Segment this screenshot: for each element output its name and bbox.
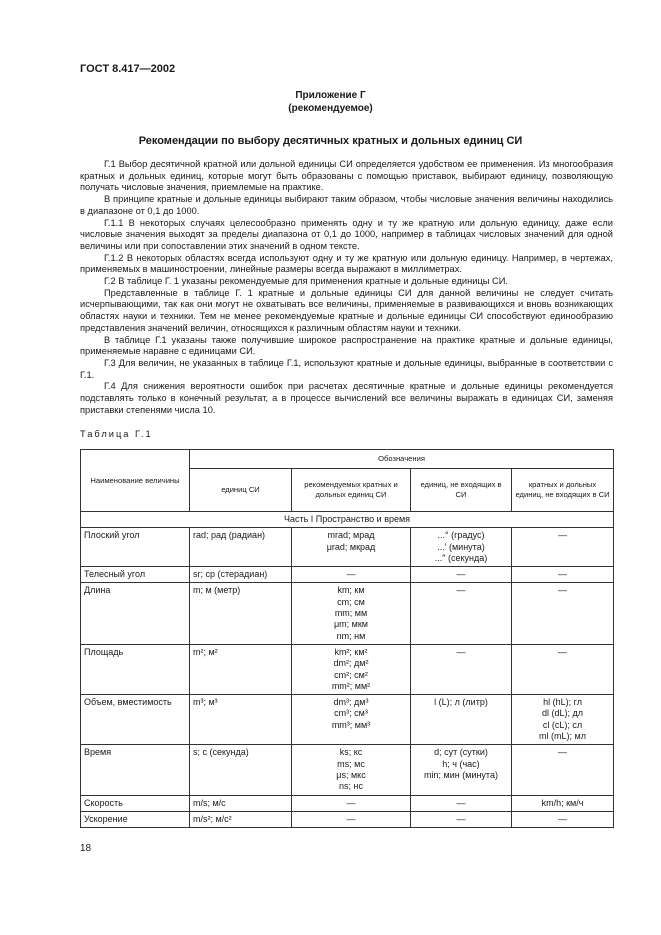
- cell-line: —: [558, 747, 568, 758]
- cell-line: mm; мм: [334, 608, 368, 619]
- appendix-status: (рекомендуемое): [288, 103, 373, 114]
- cell-line: dl (dL); дл: [542, 708, 584, 719]
- paragraph: Г.2 В таблице Г. 1 указаны рекомендуемые для применения кратные и дольные единицы СИ.: [104, 276, 509, 287]
- cell-line: —: [346, 797, 356, 808]
- cell-recommended: [292, 745, 411, 795]
- cell-line: ks; кс: [339, 747, 363, 758]
- cell-nonsi-multiples: [512, 528, 614, 567]
- table-row: [81, 795, 614, 811]
- cell-line: nm; нм: [336, 630, 366, 641]
- cell-si-unit: m²; м²: [190, 644, 292, 694]
- cell-quantity-name: Ускорение: [81, 811, 190, 827]
- cell-nonsi: [411, 583, 512, 644]
- cell-line: km²; км²: [334, 646, 368, 657]
- table-row: [81, 811, 614, 827]
- cell-recommended: [292, 583, 411, 644]
- cell-nonsi-multiples: [512, 811, 614, 827]
- cell-recommended: [292, 644, 411, 694]
- cell-nonsi: [411, 644, 512, 694]
- cell-line: km/h; км/ч: [541, 797, 584, 808]
- cell-quantity-name: Время: [81, 745, 190, 795]
- cell-line: ...° (градус): [437, 530, 485, 541]
- cell-nonsi: [411, 795, 512, 811]
- cell-line: —: [456, 569, 466, 580]
- cell-line: cm³; см³: [334, 708, 368, 719]
- cell-line: —: [558, 646, 568, 657]
- cell-quantity-name: Объем, вместимость: [81, 695, 190, 745]
- cell-line: —: [558, 585, 568, 596]
- cell-line: μrad; мкрад: [326, 541, 376, 552]
- paragraph: Г.1.1 В некоторых случаях целесообразно применять одну и ту же кратную или дольную единицу, даже если числовые значения выходят за пределы диапазона от 0,1 до 1000, например в таблицах числовых значений для одной величины или при сопоставлении этих значений в одном тексте.: [80, 217, 613, 251]
- paragraph: Г.1 Выбор десятичной кратной или дольной единицы СИ определяется удобством ее применения. Из многообразия кратных и дольных единиц, которые могут быть образованы с помощью приставок, выбирают единицу, позволяющую получать числовые значения, приемлемые на практике.: [80, 159, 613, 193]
- cell-line: d; сут (сутки): [434, 747, 488, 758]
- cell-recommended: [292, 811, 411, 827]
- page-number: 18: [80, 843, 92, 854]
- cell-si-unit: m/s²; м/с²: [190, 811, 292, 827]
- cell-recommended: [292, 528, 411, 567]
- cell-quantity-name: Скорость: [81, 795, 190, 811]
- cell-nonsi-multiples: [512, 644, 614, 694]
- cell-nonsi-multiples: [512, 795, 614, 811]
- paragraph: В таблице Г.1 указаны также получившие широкое распространение на практике кратные и дольные единицы, применяемые наравне с единицами СИ.: [80, 334, 613, 357]
- cell-line: μs; мкс: [336, 769, 366, 780]
- cell-si-unit: sr; ср (стерадиан): [190, 567, 292, 583]
- paragraph: Г.4 Для снижения вероятности ошибок при расчетах десятичные кратные и дольные единицы рекомендуется подставлять только в конечный результат, а в процессе вычислений все величины выражать в единицах СИ, заменяя приставки степенями числа 10.: [80, 381, 613, 415]
- cell-si-unit: m³; м³: [190, 695, 292, 745]
- cell-nonsi: [411, 745, 512, 795]
- cell-nonsi: [411, 567, 512, 583]
- cell-nonsi-multiples: [512, 583, 614, 644]
- cell-line: mm²; мм²: [331, 680, 371, 691]
- table-row: [81, 695, 614, 745]
- cell-line: —: [456, 646, 466, 657]
- table-row: [81, 583, 614, 644]
- cell-si-unit: s; с (секунда): [190, 745, 292, 795]
- cell-nonsi: [411, 695, 512, 745]
- cell-nonsi: [411, 811, 512, 827]
- cell-line: —: [456, 585, 466, 596]
- header-name: Наименование величины: [81, 450, 190, 512]
- table-row: [81, 745, 614, 795]
- paragraph: Г.3 Для величин, не указанных в таблице Г.1, используют кратные и дольные единицы, выбранные в соответствии с Г.1.: [80, 357, 613, 380]
- header-group: Обозначения: [190, 450, 614, 469]
- units-table: [80, 449, 614, 828]
- table-part-header: Часть I Пространство и время: [81, 512, 614, 528]
- cell-line: dm³; дм³: [333, 697, 369, 708]
- cell-line: km; км: [337, 585, 365, 596]
- cell-si-unit: rad; рад (радиан): [190, 528, 292, 567]
- header-recommended: рекомендуемых кратных и дольных единиц СИ: [292, 469, 411, 512]
- cell-nonsi-multiples: [512, 695, 614, 745]
- cell-line: —: [456, 813, 466, 824]
- cell-line: —: [558, 813, 568, 824]
- cell-line: —: [456, 797, 466, 808]
- cell-line: —: [346, 569, 356, 580]
- cell-line: mm³; мм³: [331, 719, 371, 730]
- cell-quantity-name: Телесный угол: [81, 567, 190, 583]
- cell-quantity-name: Площадь: [81, 644, 190, 694]
- header-nonsi-multiples: кратных и дольных единиц, не входящих в СИ: [512, 469, 614, 512]
- cell-line: —: [558, 530, 568, 541]
- cell-line: μm; мкм: [334, 619, 368, 630]
- header-nonsi: единиц, не входящих в СИ: [411, 469, 512, 512]
- cell-recommended: [292, 567, 411, 583]
- cell-line: mrad; мрад: [327, 530, 375, 541]
- cell-line: —: [558, 569, 568, 580]
- cell-recommended: [292, 795, 411, 811]
- appendix-label: Приложение Г: [295, 90, 366, 101]
- paragraph: Представленные в таблице Г. 1 кратные и дольные единицы СИ для данной величины не следует считать исчерпывающими, так как они могут не охватывать все величины, применяемые в развивающихся и вновь возникающих областях науки и техники. Тем не менее рекомендуемые кратные и дольные единицы СИ способствуют единообразию представления значений величин, относящихся к различным областям науки и техники.: [80, 287, 613, 333]
- cell-line: ...′ (минута): [437, 541, 485, 552]
- cell-line: ns; нс: [339, 781, 363, 792]
- table-row: [81, 644, 614, 694]
- table-caption: Таблица Г.1: [80, 429, 153, 439]
- cell-line: h; ч (час): [442, 758, 480, 769]
- cell-nonsi-multiples: [512, 745, 614, 795]
- cell-quantity-name: Плоский угол: [81, 528, 190, 567]
- cell-line: dm²; дм²: [333, 658, 369, 669]
- cell-recommended: [292, 695, 411, 745]
- cell-quantity-name: Длина: [81, 583, 190, 644]
- paragraph: Г.1.2 В некоторых областях всегда используют одну и ту же кратную или дольную единицу. Например, в чертежах, применяемых в машиностроении, линейные размеры всегда выражают в миллиметрах.: [80, 252, 613, 275]
- cell-line: cm²; см²: [334, 669, 368, 680]
- cell-line: l (L); л (литр): [434, 697, 488, 708]
- cell-line: —: [346, 813, 356, 824]
- cell-si-unit: m/s; м/с: [190, 795, 292, 811]
- page-title: Рекомендации по выбору десятичных кратных и дольных единиц СИ: [138, 135, 523, 147]
- cell-line: min; мин (минута): [424, 769, 498, 780]
- cell-line: hl (hL); гл: [543, 697, 582, 708]
- cell-line: ml (mL); мл: [539, 731, 586, 742]
- header-si: единиц СИ: [190, 469, 292, 512]
- cell-line: ...″ (секунда): [434, 552, 488, 563]
- paragraph: В принципе кратные и дольные единицы выбирают таким образом, чтобы числовые значения величины находились в диапазоне от 0,1 до 1000.: [80, 194, 613, 216]
- cell-line: ms; мс: [337, 758, 365, 769]
- cell-nonsi-multiples: [512, 567, 614, 583]
- body-text: [80, 159, 613, 416]
- cell-line: cm; см: [337, 596, 365, 607]
- cell-si-unit: m; м (метр): [190, 583, 292, 644]
- standard-header: ГОСТ 8.417—2002: [80, 63, 176, 75]
- cell-line: cl (cL); сл: [542, 719, 583, 730]
- table-row: [81, 567, 614, 583]
- cell-nonsi: [411, 528, 512, 567]
- table-row: [81, 528, 614, 567]
